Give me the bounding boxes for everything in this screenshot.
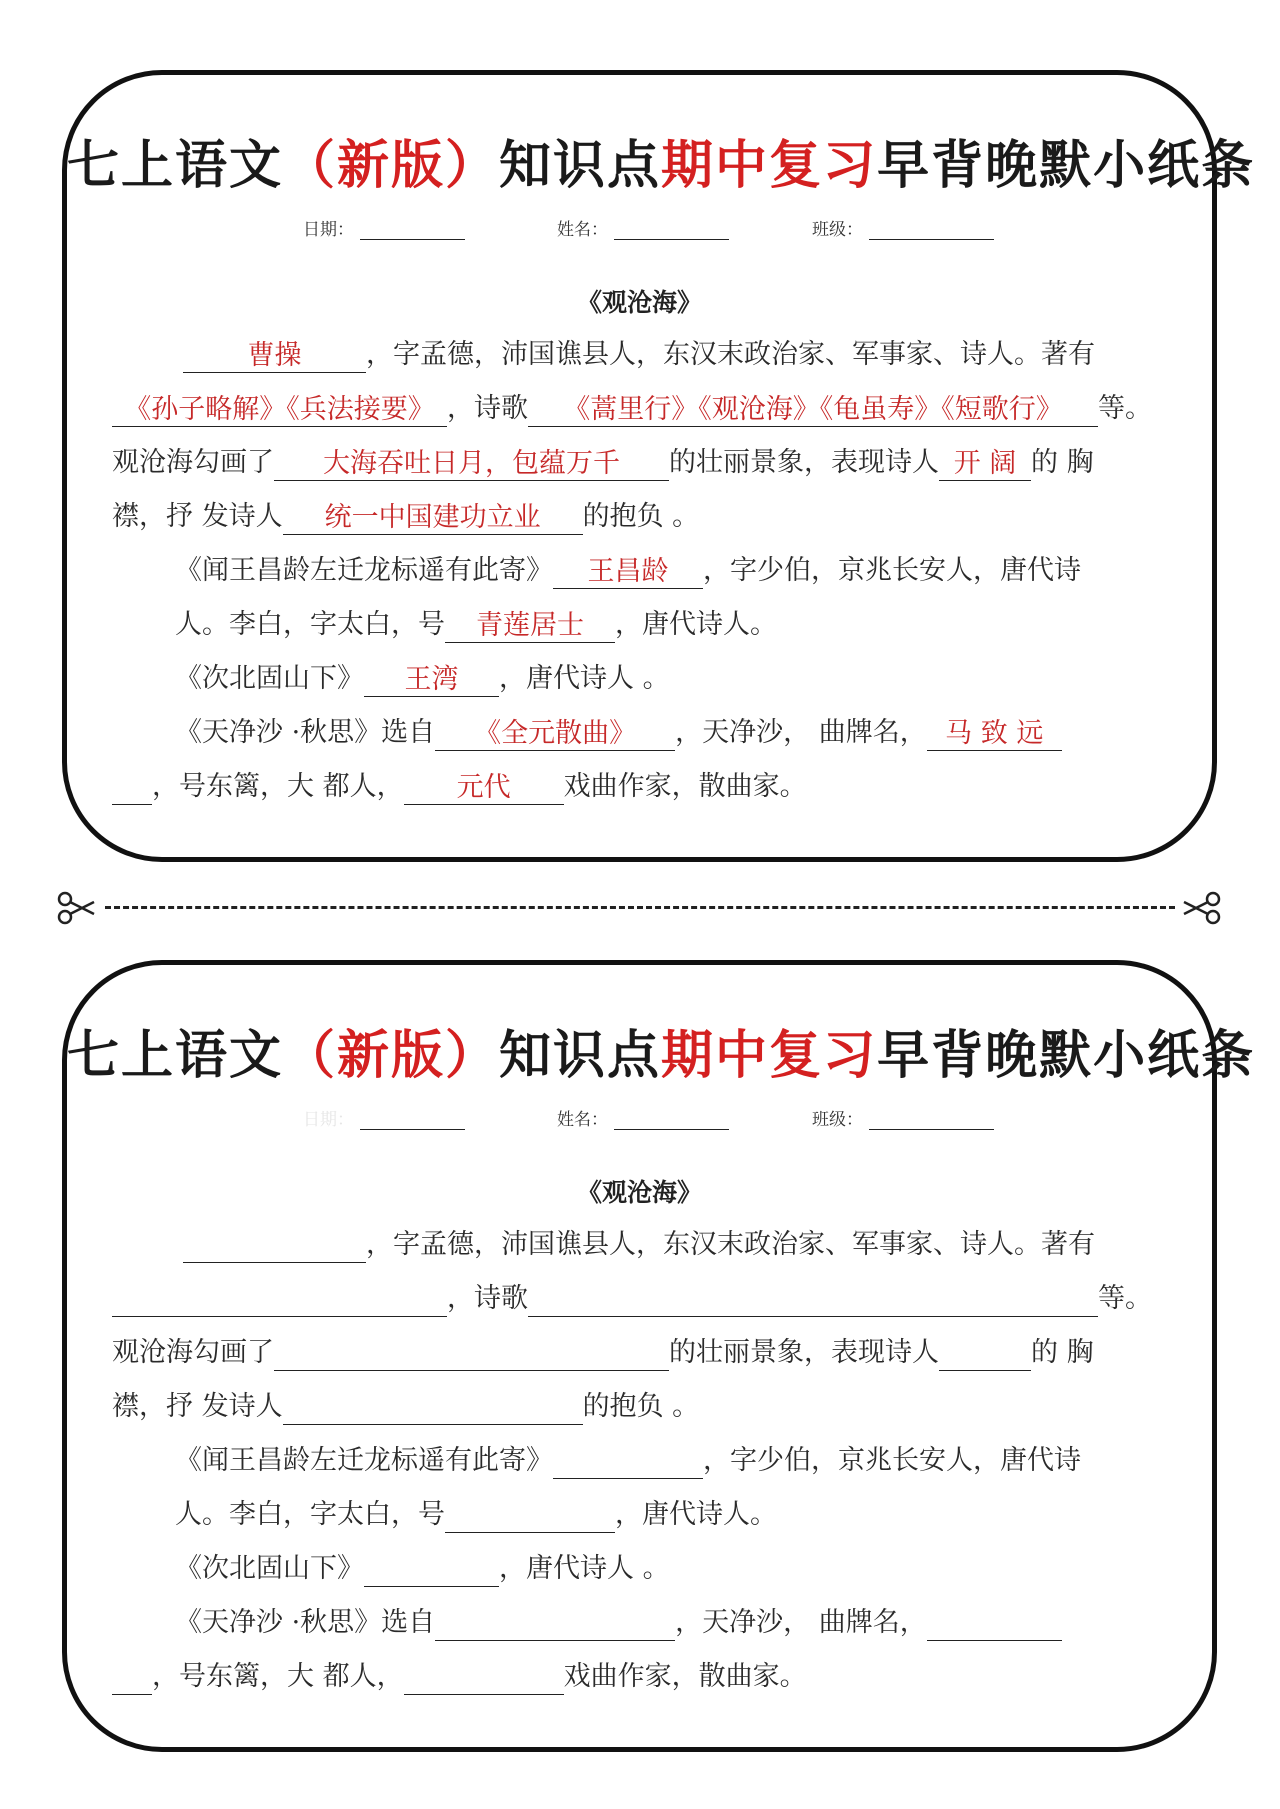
- text-span: 的 胸: [1031, 447, 1094, 478]
- answer-blank[interactable]: [112, 773, 152, 805]
- answer-blank[interactable]: 《孙子略解》《兵法接要》: [112, 395, 447, 427]
- text-span: 观沧海勾画了: [112, 447, 274, 478]
- text-line: [175, 1443, 1081, 1479]
- text-line: [112, 1281, 1152, 1317]
- date-field[interactable]: [303, 215, 465, 240]
- title-text: 知识点: [499, 1025, 662, 1086]
- answer-blank[interactable]: [528, 1285, 1098, 1317]
- text-span: 戏曲作家，散曲家。: [563, 771, 807, 802]
- scissors-icon: [56, 888, 96, 928]
- text-span: 的 胸: [1031, 1337, 1094, 1368]
- name-blank[interactable]: [614, 221, 729, 240]
- text-span: 戏曲作家，散曲家。: [563, 1661, 807, 1692]
- text-span: 《次北固山下》: [175, 663, 364, 694]
- text-span: 等。: [1098, 1283, 1152, 1314]
- text-span: ，天净沙， 曲牌名，: [675, 717, 927, 748]
- text-span: ，天净沙， 曲牌名，: [675, 1607, 927, 1638]
- text-span: 的抱负 。: [582, 1391, 700, 1422]
- answer-blank[interactable]: [364, 1555, 499, 1587]
- class-blank[interactable]: [869, 1111, 994, 1130]
- text-span: 的抱负 。: [582, 501, 700, 532]
- answer-blank[interactable]: 曹操: [183, 341, 366, 373]
- answer-blank[interactable]: [112, 1663, 152, 1695]
- poem-title: 《观沧海》: [576, 1178, 702, 1207]
- answer-blank[interactable]: [553, 1447, 703, 1479]
- text-span: 人。李白，字太白，号: [175, 609, 445, 640]
- answer-blank[interactable]: 王昌龄: [553, 557, 703, 589]
- title-text: 早背晚默小纸条: [877, 135, 1256, 196]
- title-new-edition: （新版）: [283, 1025, 500, 1086]
- text-line: [112, 445, 1094, 481]
- answer-blank[interactable]: 《蒿里行》《观沧海》《龟虽寿》《短歌行》: [528, 395, 1098, 427]
- name-label: 姓名：: [557, 1110, 608, 1130]
- poem-title: 《观沧海》: [576, 288, 702, 317]
- answer-blank[interactable]: 王湾: [364, 665, 499, 697]
- answer-blank[interactable]: [927, 1609, 1062, 1641]
- answer-blank[interactable]: 《全元散曲》: [435, 719, 675, 751]
- text-span: ，字孟德，沛国谯县人，东汉末政治家、军事家、诗人。著有: [366, 1229, 1095, 1260]
- title-text: 知识点: [499, 135, 662, 196]
- name-blank[interactable]: [614, 1111, 729, 1130]
- text-span: 襟，抒 发诗人: [112, 501, 283, 532]
- answer-blank[interactable]: [283, 1393, 583, 1425]
- text-span: ，唐代诗人。: [615, 1499, 777, 1530]
- class-field[interactable]: [812, 1105, 994, 1130]
- blank-card: [62, 960, 1256, 1752]
- text-span: ，字少伯，京兆长安人，唐代诗: [703, 1445, 1081, 1476]
- answer-blank[interactable]: [274, 1339, 669, 1371]
- class-field[interactable]: [812, 215, 994, 240]
- text-span: ，唐代诗人 。: [499, 1553, 670, 1584]
- date-label: 日期：: [303, 220, 354, 240]
- answer-blank[interactable]: [112, 1285, 447, 1317]
- text-span: ，唐代诗人 。: [499, 663, 670, 694]
- text-line: [175, 715, 1062, 751]
- text-span: 《闻王昌龄左迁龙标遥有此寄》: [175, 555, 553, 586]
- text-span: 《闻王昌龄左迁龙标遥有此寄》: [175, 1445, 553, 1476]
- answer-blank[interactable]: 统一中国建功立业: [283, 503, 583, 535]
- answer-blank[interactable]: [435, 1609, 675, 1641]
- text-line: [112, 1335, 1094, 1371]
- answer-blank[interactable]: 大海吞吐日月，包蕴万千: [274, 449, 669, 481]
- class-label: 班级：: [812, 1110, 863, 1130]
- text-line: [112, 769, 807, 805]
- card-title: [67, 1013, 1256, 1088]
- text-line: [183, 1227, 1095, 1263]
- text-line: [175, 607, 777, 643]
- date-field[interactable]: [303, 1105, 465, 1130]
- title-midterm-review: 期中复习: [661, 1025, 878, 1086]
- text-line: [112, 1659, 807, 1695]
- text-span: 人。李白，字太白，号: [175, 1499, 445, 1530]
- text-line: [183, 337, 1095, 373]
- answer-blank[interactable]: 开 阔: [939, 449, 1031, 481]
- text-line: [112, 1389, 699, 1425]
- text-line: [175, 1605, 1062, 1641]
- text-line: [175, 1551, 670, 1587]
- text-line: [175, 1497, 777, 1533]
- answer-blank[interactable]: 青莲居士: [445, 611, 615, 643]
- text-span: 的壮丽景象，表现诗人: [669, 447, 939, 478]
- title-midterm-review: 期中复习: [661, 135, 878, 196]
- text-span: ，号东篱，大 都人，: [152, 1661, 404, 1692]
- answer-card: [62, 70, 1256, 862]
- name-label: 姓名：: [557, 220, 608, 240]
- text-line: [175, 553, 1081, 589]
- answer-blank[interactable]: [939, 1339, 1031, 1371]
- scissors-icon: [1182, 888, 1222, 928]
- text-span: 等。: [1098, 393, 1152, 424]
- class-label: 班级：: [812, 220, 863, 240]
- text-span: 《天净沙 ·秋思》选自: [175, 1607, 436, 1638]
- title-text: 七上语文: [67, 1025, 284, 1086]
- cut-line: [105, 906, 1175, 909]
- text-span: ，号东篱，大 都人，: [152, 771, 404, 802]
- answer-blank[interactable]: 马 致 远: [927, 719, 1062, 751]
- text-span: 的壮丽景象，表现诗人: [669, 1337, 939, 1368]
- answer-blank[interactable]: [183, 1231, 366, 1263]
- date-label: 日期：: [303, 1110, 354, 1130]
- text-span: ，诗歌: [447, 1283, 528, 1314]
- name-field[interactable]: [557, 215, 729, 240]
- text-span: ，诗歌: [447, 393, 528, 424]
- text-span: ，字少伯，京兆长安人，唐代诗: [703, 555, 1081, 586]
- class-blank[interactable]: [869, 221, 994, 240]
- text-span: 观沧海勾画了: [112, 1337, 274, 1368]
- answer-blank[interactable]: [445, 1501, 615, 1533]
- answer-blank[interactable]: [404, 1663, 564, 1695]
- date-blank[interactable]: [360, 1111, 465, 1130]
- text-span: 《天净沙 ·秋思》选自: [175, 717, 436, 748]
- title-text: 七上语文: [67, 135, 284, 196]
- card-title: [67, 123, 1256, 198]
- name-field[interactable]: [557, 1105, 729, 1130]
- text-span: 《次北固山下》: [175, 1553, 364, 1584]
- title-new-edition: （新版）: [283, 135, 500, 196]
- text-span: 襟，抒 发诗人: [112, 1391, 283, 1422]
- date-blank[interactable]: [360, 221, 465, 240]
- text-line: [112, 499, 699, 535]
- title-text: 早背晚默小纸条: [877, 1025, 1256, 1086]
- answer-blank[interactable]: 元代: [404, 773, 564, 805]
- text-line: [175, 661, 670, 697]
- text-line: [112, 391, 1152, 427]
- text-span: ，唐代诗人。: [615, 609, 777, 640]
- text-span: ，字孟德，沛国谯县人，东汉末政治家、军事家、诗人。著有: [366, 339, 1095, 370]
